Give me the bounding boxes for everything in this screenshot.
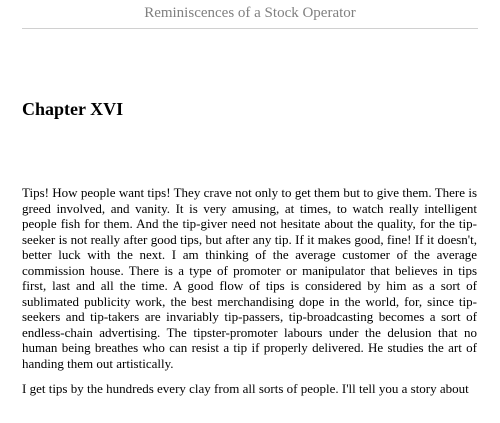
chapter-body [22,185,477,407]
running-header: Reminiscences of a Stock Operator [144,5,356,21]
paragraph-2: I get tips by the hundreds every clay from all sorts of people. I'll tell you a story about [22,381,469,396]
paragraph-1: Tips! How people want tips! They crave not only to get them but to give them. There is greed involved, and vanity. It is very amusing, at times, to watch really intelligent people fish for them. And the tip-giver need not hesitate about the quality, for the tip-seeker is not really after good tips, but after any tip. If it makes good, fine! If it doesn't, better luck with the next. I am thinking of the average customer of the average commission house. There is a type of promoter or manipulator that believes in tips first, last and all the time. A good flow of tips is considered by him as a sort of sublimated publicity work, the best merchandising dope in the world, for, since tip-seekers and tip-takers are invariably tip-passers, tip-broadcasting becomes a sort of endless-chain advertising. The tipster-promoter labours under the delusion that no human being breathes who can resist a tip if properly delivered. He studies the art of handing them out artistically. [22,185,477,371]
chapter-title: Chapter XVI [22,99,124,119]
header-divider [22,28,478,29]
